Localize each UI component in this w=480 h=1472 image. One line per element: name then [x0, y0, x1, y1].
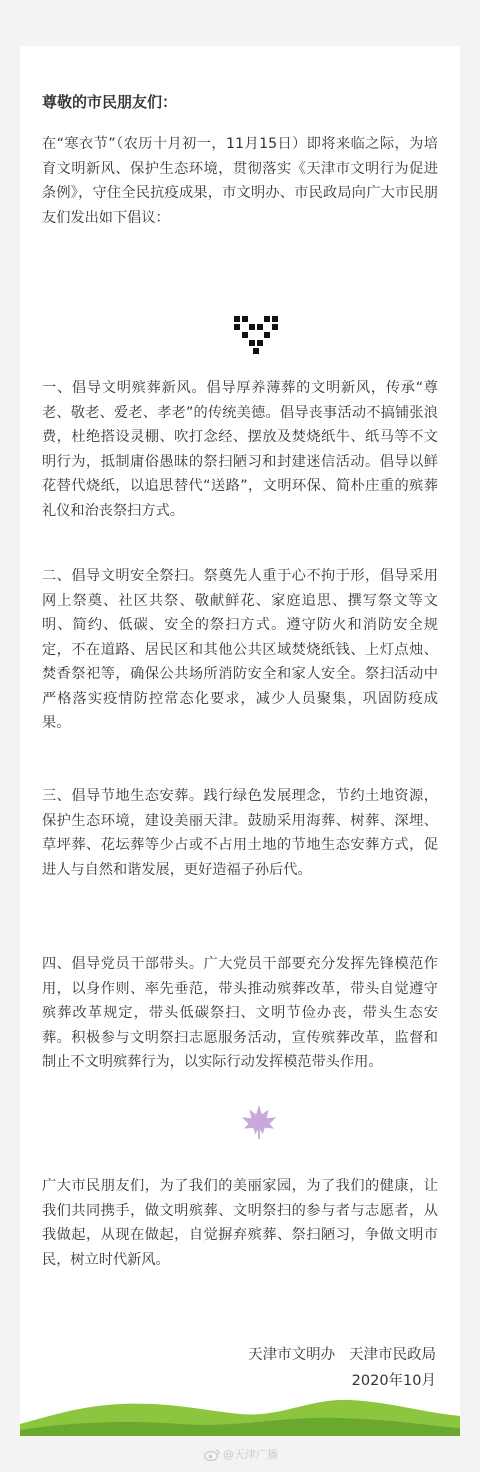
section-paragraph-3: 三、倡导节地生态安葬。践行绿色发展理念，节约土地资源，保护生态环境，建设美丽天津。鼓励采用海葬、树葬、深埋、草坪葬、花坛葬等少占或不占用土地的节地生态安葬方式，促进人与自然和谐发展，更好造福子孙后代。 [42, 788, 438, 878]
document-card [20, 46, 460, 1436]
intro-paragraph: 在“寒衣节”（农历十月初一，11月15日）即将来临之际，为培育文明新风、保护生态环境，贯彻落实《天津市文明行为促进条例》，守住全民抗疫成果，市文明办、市民政局向广大市民朋友们发出如下倡议： [42, 136, 438, 226]
section-paragraph-4: 四、倡导党员干部带头。广大党员干部要充分发挥先锋模范作用，以身作则、率先垂范，带头推动殡葬改革，带头自觉遵守殡葬改革规定，带头低碳祭扫、文明节俭办丧，带头生态安葬。积极参与文明祭扫志愿服务活动，宣传殡葬改革，监督和制止不文明殡葬行为，以实际行动发挥模范带头作用。 [42, 956, 438, 1070]
weibo-watermark [204, 1446, 278, 1462]
maple-leaf-icon [240, 1103, 278, 1141]
intro-block [42, 90, 438, 230]
section-paragraph-2: 二、倡导文明安全祭扫。祭奠先人重于心不拘于形，倡导采用网上祭奠、社区共祭、敬献鲜花、家庭追思、撰写祭文等文明、简约、低碳、安全的祭扫方式。遵守防火和消防安全规定，不在道路、居民区和其他公共区域焚烧纸钱、上灯点烛、焚香祭祀等，确保公共场所消防安全和家人安全。祭扫活动中严格落实疫情防控常态化要求，减少人员聚集，巩固防疫成果。 [42, 568, 438, 731]
weibo-icon [204, 1449, 220, 1461]
green-hills-decoration [20, 1376, 460, 1436]
closing-paragraph: 广大市民朋友们，为了我们的美丽家园，为了我们的健康，让我们共同携手，做文明殡葬、文明祭扫的参与者与志愿者，从我做起，从现在做起，自觉摒弃殡葬、祭扫陋习，争做文明市民，树立时代新风。 [42, 1178, 438, 1268]
signature-orgs: 天津市文明办 天津市民政局 [248, 1347, 436, 1363]
pixel-heart-icon [234, 316, 278, 354]
greeting-heading: 尊敬的市民朋友们： [42, 93, 178, 111]
watermark-text: @天津广播 [223, 1448, 278, 1461]
signature-date: 2020年10月 [351, 1373, 436, 1389]
section-paragraph-1: 一、倡导文明殡葬新风。倡导厚养薄葬的文明新风，传承“尊老、敬老、爱老、孝老”的传统美德。倡导丧事活动不搞铺张浪费，杜绝搭设灵棚、吹打念经、摆放及焚烧纸牛、纸马等不文明行为，抵制庸俗愚昧的祭扫陋习和封建迷信活动。倡导以鲜花替代烧纸，以追思替代“送路”，文明环保、简朴庄重的殡葬礼仪和治丧祭扫方式。 [42, 380, 438, 519]
